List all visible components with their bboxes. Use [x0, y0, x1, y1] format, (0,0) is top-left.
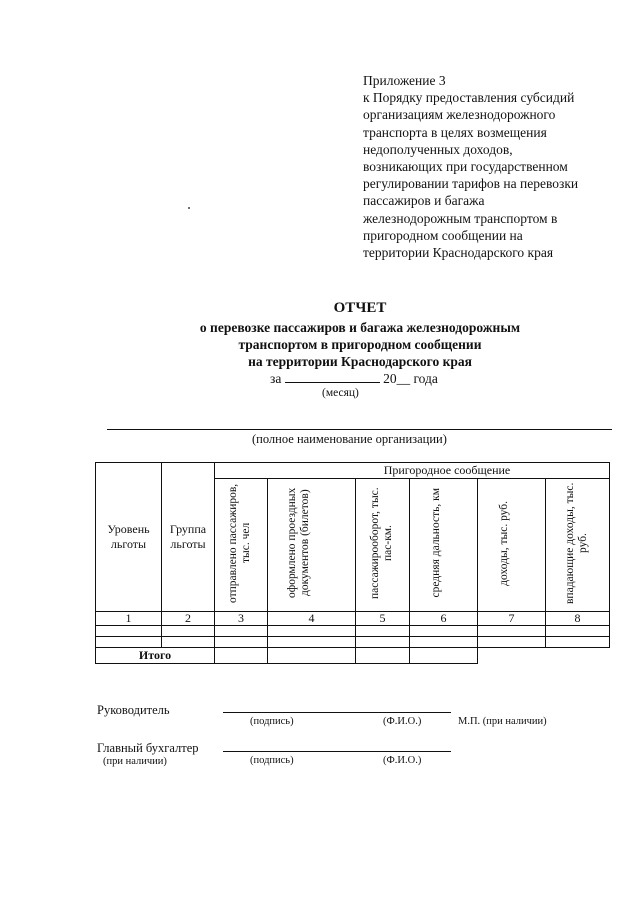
- table-cell-empty: [478, 648, 546, 664]
- appendix-line: недополученных доходов,: [363, 141, 513, 157]
- table-cell[interactable]: [96, 626, 162, 637]
- subtitle-line: транспортом в пригородном сообщении: [238, 337, 482, 352]
- accountant-label: Главный бухгалтер: [97, 741, 199, 755]
- table-cell[interactable]: [356, 648, 410, 664]
- scan-speck: [188, 207, 190, 209]
- table-cell[interactable]: [410, 648, 478, 664]
- head-name-caption: (Ф.И.О.): [383, 716, 422, 727]
- organization-name-line[interactable]: [107, 429, 612, 430]
- appendix-line: железнодорожным транспортом в: [363, 210, 558, 226]
- head-sign-caption: (подпись): [250, 716, 294, 727]
- header-suburban-text: Пригородное сообщение: [383, 463, 511, 477]
- col-number: 4: [268, 612, 356, 626]
- header-col-6-text: средняя дальность, км: [429, 488, 442, 598]
- period-prefix: за: [270, 371, 282, 386]
- appendix-line: транспорта в целях возмещения: [363, 124, 547, 140]
- header-col-7-text: доходы, тыс. руб.: [497, 500, 510, 586]
- subtitle-line: о перевозке пассажиров и багажа железнодорожным: [199, 320, 521, 335]
- header-col-6: [410, 479, 478, 612]
- table-cell[interactable]: [478, 626, 546, 637]
- table-row: [96, 626, 610, 637]
- appendix-line: возникающих при государственном: [363, 159, 568, 175]
- month-blank[interactable]: [285, 382, 380, 383]
- report-heading: ОТЧЕТ: [333, 300, 387, 316]
- table-cell-empty: [546, 648, 610, 664]
- appendix-block: [363, 72, 628, 261]
- table-cell[interactable]: [162, 637, 215, 648]
- appendix-line: Приложение 3: [363, 73, 446, 88]
- table-cell[interactable]: [215, 648, 268, 664]
- subtitle-line: на территории Краснодарского края: [248, 354, 472, 369]
- table-cell[interactable]: [478, 637, 546, 648]
- accountant-signature-line[interactable]: [223, 751, 451, 752]
- organization-caption: (полное наименование организации): [252, 432, 447, 446]
- appendix-line: территории Краснодарского края: [363, 245, 554, 261]
- table-cell[interactable]: [268, 637, 356, 648]
- header-col-7: [478, 479, 546, 612]
- total-label: Итого: [96, 648, 215, 664]
- col-number: 8: [546, 612, 610, 626]
- column-numbers-row: [96, 612, 610, 626]
- stamp-caption: М.П. (при наличии): [458, 716, 547, 727]
- col-number: 7: [478, 612, 546, 626]
- table-cell[interactable]: [546, 626, 610, 637]
- col-number: 5: [356, 612, 410, 626]
- header-col-3: [215, 479, 268, 612]
- header-level: [96, 463, 162, 612]
- header-col-3-text: отправлено пассажиров, тыс. чел: [227, 483, 252, 603]
- head-label: Руководитель: [97, 703, 170, 717]
- header-col-8: [546, 479, 610, 612]
- table-cell[interactable]: [546, 637, 610, 648]
- accountant-name-caption: (Ф.И.О.): [383, 755, 422, 766]
- table-cell[interactable]: [356, 626, 410, 637]
- report-table: [95, 462, 610, 664]
- table-cell[interactable]: [215, 626, 268, 637]
- appendix-line: к Порядку предоставления субсидий: [363, 90, 575, 106]
- header-suburban: [215, 463, 610, 479]
- report-period: [270, 371, 438, 387]
- table-cell[interactable]: [162, 626, 215, 637]
- header-col-8-text: впадающие доходы, тыс. руб.: [563, 482, 589, 604]
- table-cell[interactable]: [410, 626, 478, 637]
- table-cell[interactable]: [268, 648, 356, 664]
- accountant-sign-caption: (подпись): [250, 755, 294, 766]
- period-year: 20__ года: [383, 371, 438, 386]
- col-number: 6: [410, 612, 478, 626]
- header-col-5: [356, 479, 410, 612]
- total-row: [96, 648, 610, 664]
- appendix-line: регулировании тарифов на перевозки: [363, 176, 579, 192]
- header-col-4-text: оформлено проездных документов (билетов): [285, 487, 311, 599]
- header-col-5-text: пассажирооборот, тыс. пас-км.: [368, 487, 394, 599]
- table-row: [96, 637, 610, 648]
- table-cell[interactable]: [268, 626, 356, 637]
- month-caption: (месяц): [322, 387, 359, 399]
- appendix-line: пригородном сообщении на: [363, 227, 523, 243]
- col-number: 2: [162, 612, 215, 626]
- table-cell[interactable]: [356, 637, 410, 648]
- accountant-note: (при наличии): [103, 756, 167, 767]
- table-cell[interactable]: [410, 637, 478, 648]
- col-number: 3: [215, 612, 268, 626]
- appendix-line: пассажиров и багажа: [363, 193, 485, 209]
- col-number: 1: [96, 612, 162, 626]
- report-subtitle: [60, 319, 635, 370]
- header-col-4: [268, 479, 356, 612]
- table-cell[interactable]: [96, 637, 162, 648]
- table-cell[interactable]: [215, 637, 268, 648]
- header-group: [162, 463, 215, 612]
- header-group-text: Группа льготы: [169, 522, 207, 551]
- header-level-text: Уровень льготы: [107, 522, 150, 551]
- head-signature-line[interactable]: [223, 712, 451, 713]
- appendix-line: организациям железнодорожного: [363, 107, 556, 123]
